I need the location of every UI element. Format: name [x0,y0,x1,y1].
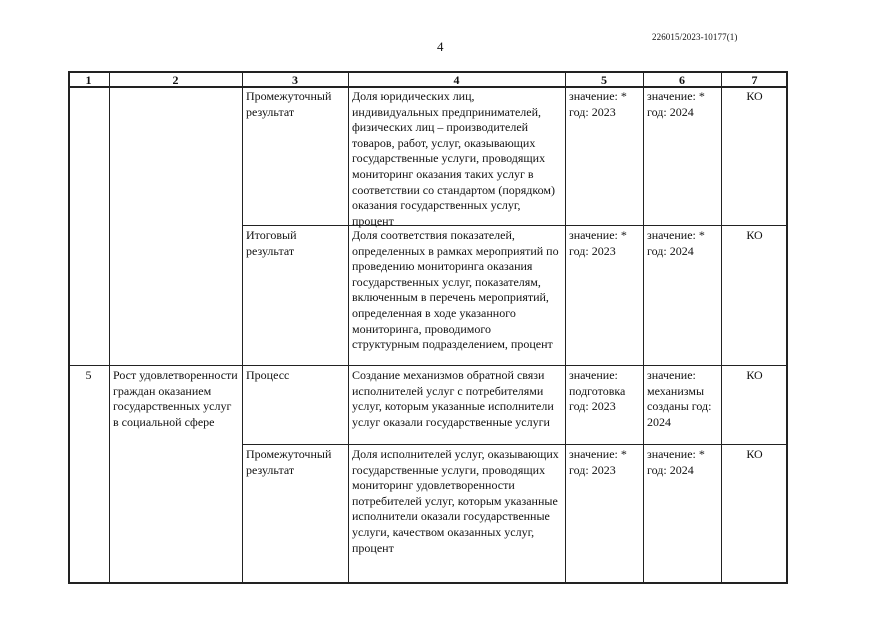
page-number: 4 [437,39,444,54]
indicator-cell: Создание механизмов обратной связи исполнителей услуг с потребителями услуг, которым указанные исполнители услуг оказали государственные услуги [352,368,554,429]
result-type-cell: Промежуточный результат [246,89,332,119]
table-rule [643,71,644,583]
responsible-cell: КО [746,228,763,242]
column-header: 7 [751,73,758,87]
value-2024-cell: значение: * год: 2024 [647,447,705,477]
results-table [68,71,788,583]
table-rule [68,582,788,584]
row-number-cell: 5 [85,368,92,382]
table-rule [565,71,566,583]
table-rule [786,71,788,583]
indicator-cell: Доля соответствия показателей, определенных в рамках мероприятий по проведению мониторинга оказания государственных услуг, показателям, включенным в перечень мероприятий, определенная в ходе указанного мониторинга, проводимого структурным подразделением, процент [352,228,559,352]
result-type-cell: Промежуточный результат [246,447,332,477]
responsible-cell: КО [746,447,763,461]
responsible-cell: КО [746,368,763,382]
value-2023-cell: значение: подготовка год: 2023 [569,368,626,414]
result-type-cell: Итоговый результат [246,228,297,258]
table-rule [109,71,110,583]
indicator-cell: Доля юридических лиц, индивидуальных предпринимателей, физических лиц – производителей товаров, работ, услуг, оказывающих государственные услуги, проводящих мониторинг оказания таких услуг в соответствии со стандартом (порядком) оказания государственных услуг, процент [352,89,555,228]
value-2024-cell: значение: * год: 2024 [647,228,705,258]
indicator-cell: Доля исполнителей услуг, оказывающих государственные услуги, проводящих мониторинг удовлетворенности потребителей услуг, которым указанные исполнители оказали государственные услуги, качеством оказанных услуг, процент [352,447,559,555]
column-header: 3 [292,73,298,87]
column-header: 6 [679,73,685,87]
table-rule [242,71,243,583]
column-header: 5 [601,73,607,87]
column-header: 2 [172,73,179,87]
value-2023-cell: значение: * год: 2023 [569,228,627,258]
result-type-cell: Процесс [246,368,290,382]
goal-cell: Рост удовлетворенности граждан оказанием государственных услуг в социальной сфере [113,368,238,429]
table-rule [68,71,70,583]
value-2024-cell: значение: * год: 2024 [647,89,705,119]
responsible-cell: КО [746,89,763,103]
table-rule [721,71,722,583]
column-header: 1 [85,73,92,87]
value-2023-cell: значение: * год: 2023 [569,447,627,477]
value-2023-cell: значение: * год: 2023 [569,89,627,119]
document-number: 226015/2023-10177(1) [652,32,738,42]
value-2024-cell: значение: механизмы созданы год: 2024 [647,368,712,429]
column-header: 4 [453,73,460,87]
